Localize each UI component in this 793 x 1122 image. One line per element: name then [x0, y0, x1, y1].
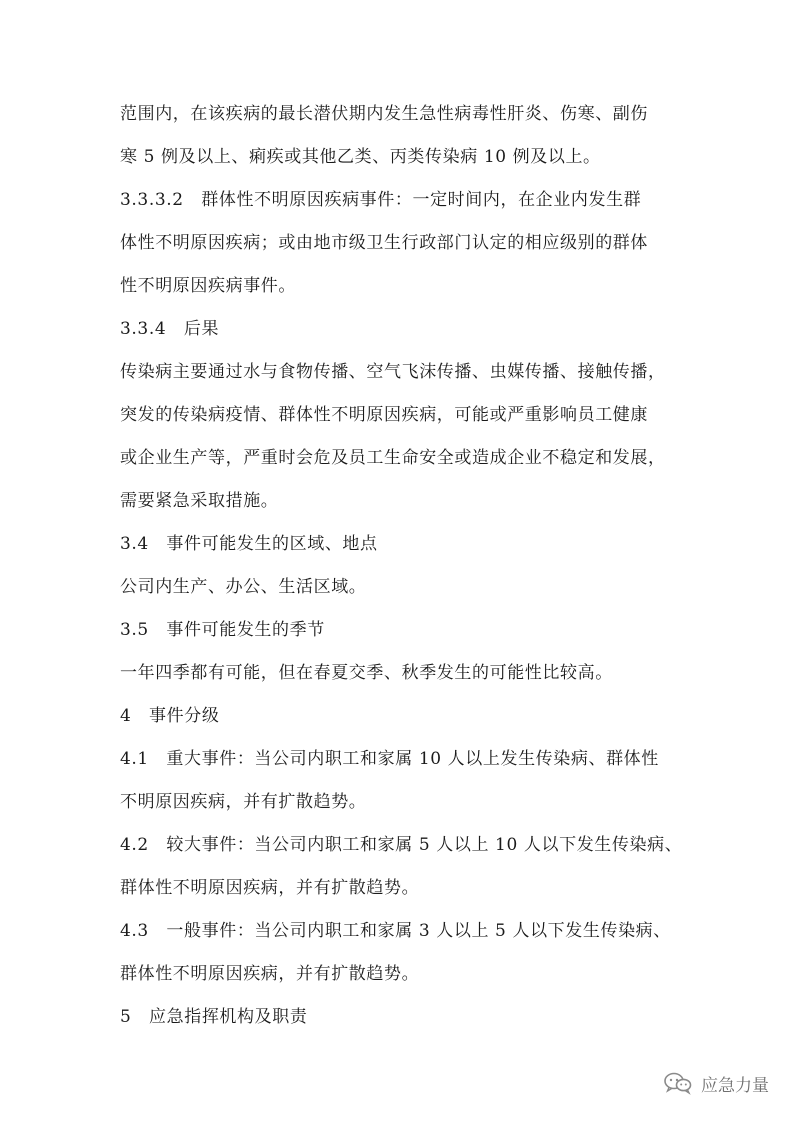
section-3-4-heading: 3.4 事件可能发生的区域、地点	[120, 534, 378, 554]
text-line: 群体性不明原因疾病，并有扩散趋势。	[120, 878, 420, 898]
wechat-icon	[663, 1071, 693, 1095]
section-4-1-heading: 4.1 重大事件：当公司内职工和家属 10 人以上发生传染病、群体性	[120, 749, 659, 769]
section-4-heading: 4 事件分级	[120, 706, 220, 726]
text-line: 传染病主要通过水与食物传播、空气飞沫传播、虫媒传播、接触传播，	[120, 362, 666, 382]
text-line: 需要紧急采取措施。	[120, 491, 279, 511]
section-3-5-heading: 3.5 事件可能发生的季节	[120, 620, 325, 640]
section-3-3-4-heading: 3.3.4 后果	[120, 319, 220, 339]
watermark-text: 应急力量	[701, 1075, 769, 1096]
text-line: 公司内生产、办公、生活区域。	[120, 577, 367, 597]
text-line: 不明原因疾病，并有扩散趋势。	[120, 792, 367, 812]
text-line: 范围内，在该疾病的最长潜伏期内发生急性病毒性肝炎、伤寒、副伤	[120, 104, 648, 124]
text-line: 体性不明原因疾病；或由地市级卫生行政部门认定的相应级别的群体	[120, 233, 648, 253]
section-4-2-heading: 4.2 较大事件：当公司内职工和家属 5 人以上 10 人以下发生传染病、	[120, 835, 683, 855]
text-line: 寒 5 例及以上、痢疾或其他乙类、丙类传染病 10 例及以上。	[120, 147, 601, 167]
text-line: 性不明原因疾病事件。	[120, 276, 296, 296]
section-4-3-heading: 4.3 一般事件：当公司内职工和家属 3 人以上 5 人以下发生传染病、	[120, 921, 671, 941]
text-line: 突发的传染病疫情、群体性不明原因疾病，可能或严重影响员工健康	[120, 405, 648, 425]
text-line: 群体性不明原因疾病，并有扩散趋势。	[120, 964, 420, 984]
text-line: 一年四季都有可能，但在春夏交季、秋季发生的可能性比较高。	[120, 663, 613, 683]
section-3-3-3-2-heading: 3.3.3.2 群体性不明原因疾病事件：一定时间内，在企业内发生群	[120, 190, 642, 210]
watermark	[663, 1068, 769, 1098]
section-5-heading: 5 应急指挥机构及职责	[120, 1007, 308, 1027]
text-line: 或企业生产等，严重时会危及员工生命安全或造成企业不稳定和发展，	[120, 448, 666, 468]
